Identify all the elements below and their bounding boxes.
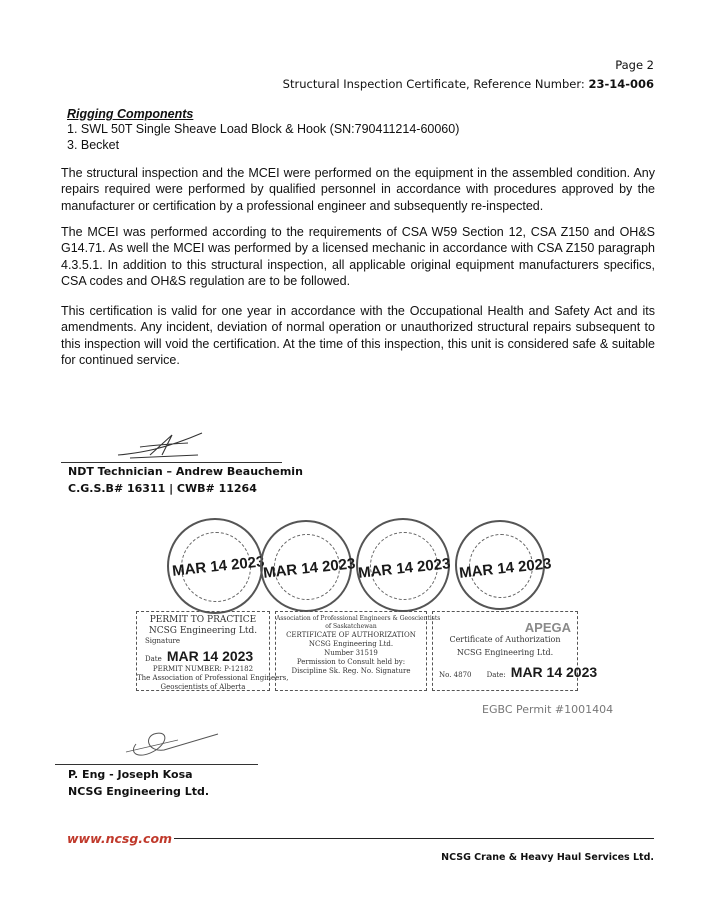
- licensed-engineer-seal: MAR 14 2023: [455, 520, 545, 610]
- list-item: 3. Becket: [67, 138, 120, 152]
- apega-date: MAR 14 2023: [510, 664, 598, 680]
- paragraph-validity: This certification is valid for one year in accordance with the Occupational Health and Safety Act and its amendments. Any incident, deviation of normal operation or unauthorized structural repairs subsequent to this inspection will void the certification. At the time of this inspection, this unit is considered safe & suitable for continued service.: [61, 304, 655, 368]
- page-number: Page 2: [615, 58, 654, 72]
- engineer-name: P. Eng - Joseph Kosa: [68, 768, 193, 781]
- engineer-block: [68, 766, 209, 800]
- saskatchewan-authorization-stamp: Association of Professional Engineers & Geoscientists of Saskatchewan CERTIFICATE OF AUTHORIZATION NCSG Engineering Ltd. Number 31519 Permission to Consult held by: Discipline Sk. Reg. No. Signature: [275, 611, 427, 691]
- reference-number: 23-14-006: [588, 77, 654, 91]
- rigging-components-list: [67, 121, 459, 153]
- professional-engineer-bc-seal: MAR 14 2023: [167, 518, 263, 614]
- technician-credentials: C.G.S.B# 16311 | CWB# 11264: [68, 482, 257, 495]
- permit-to-practice-stamp: PERMIT TO PRACTICE NCSG Engineering Ltd. Signature Date MAR 14 2023 PERMIT NUMBER: P-12182 The Association of Professional Engineers, Geoscientists of Alberta: [136, 611, 270, 691]
- engineer-company: NCSG Engineering Ltd.: [68, 785, 210, 798]
- egbc-permit-number: EGBC Permit #1001404: [482, 703, 614, 716]
- rigging-components-title: Rigging Components: [67, 107, 194, 121]
- paragraph-structural-inspection: The structural inspection and the MCEI were performed on the equipment in the assembled condition. Any repairs required were performed by qualified personnel in accordance with procedures approved by the manufacturer or certification by a professional engineer and subsequently re-inspected.: [61, 166, 655, 213]
- footer-rule: [174, 838, 654, 839]
- technician-block: [68, 463, 303, 497]
- association-engineer-seal: MAR 14 2023: [260, 520, 352, 612]
- apega-logo-icon: APEGA: [524, 620, 571, 635]
- technician-name: NDT Technician – Andrew Beauchemin: [68, 465, 303, 478]
- permit-date: MAR 14 2023: [166, 648, 254, 664]
- certificate-title: [283, 77, 654, 91]
- footer-website-link[interactable]: www.ncsg.com: [67, 831, 173, 846]
- certificate-title-prefix: Structural Inspection Certificate, Reference Number:: [282, 77, 589, 91]
- list-item: 1. SWL 50T Single Sheave Load Block & Hook (SN:790411214-60060): [67, 122, 460, 136]
- technician-signature: [110, 425, 220, 463]
- apega-number: No. 4870: [439, 671, 472, 679]
- apega-authorization-stamp: APEGA Certificate of Authorization NCSG Engineering Ltd. No. 4870 Date: MAR 14 2023: [432, 611, 578, 691]
- paragraph-mcei: The MCEI was performed according to the requirements of CSA W59 Section 12, CSA Z150 and OH&S G14.71. As well the MCEI was performed by a licensed mechanic in accordance with CSA Z150 paragraph 4.3.5.1. In addition to this structural inspection, all applicable original equipment manufacturers specifics, CSA codes and OH&S regulation are to be followed.: [61, 225, 655, 289]
- engineer-signature-line: [55, 764, 258, 765]
- saskatchewan-engineer-seal: MAR 14 2023: [356, 518, 450, 612]
- footer-company-name: NCSG Crane & Heavy Haul Services Ltd.: [441, 852, 654, 863]
- engineer-signature: [118, 720, 228, 762]
